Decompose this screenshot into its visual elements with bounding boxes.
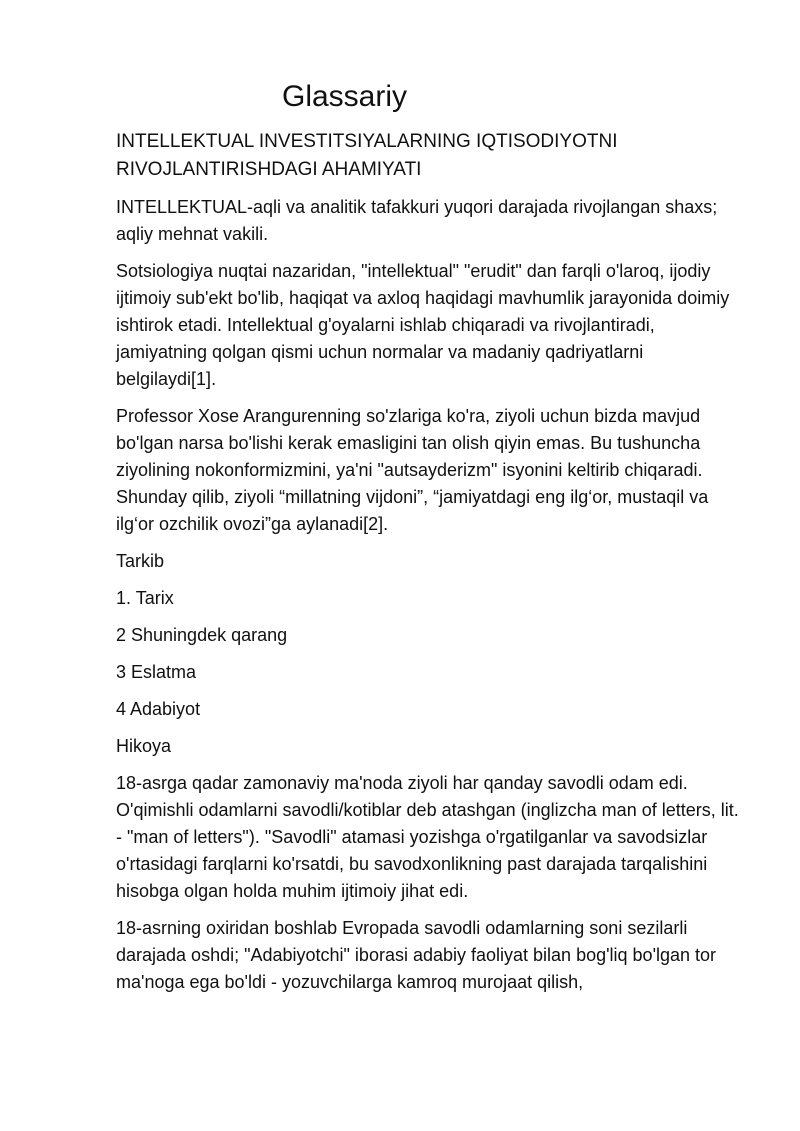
toc-item-literature: 4 Adabiyot <box>116 699 201 719</box>
toc-item-see-also: 2 Shuningdek qarang <box>116 625 288 645</box>
paragraph-sociology: Sotsiologiya nuqtai nazaridan, "intellektual" "erudit" dan farqli o'laroq, ijodiy ijtimoiy sub'ekt bo'lib, haqiqat va axloq haqidagi mavhumlik jarayonida doimiy ishtirok etadi. Intellektual g'oyalarni ishlab chiqaradi va rivojlantiradi, jamiyatning qolgan qismi uchun normalar va madaniy qadriyatlarni belgilaydi[1]. <box>116 261 730 389</box>
section-heading-line-1: INTELLEKTUAL INVESTITSIYALARNING IQTISODIYOTNI <box>116 131 618 152</box>
toc-heading: Tarkib <box>116 551 165 571</box>
toc-item-history: 1. Tarix <box>116 588 174 608</box>
paragraph-definition: INTELLEKTUAL-aqli va analitik tafakkuri yuqori darajada rivojlangan shaxs; aqliy mehnat vakili. <box>116 197 718 244</box>
section-title-history: Hikoya <box>116 736 172 756</box>
section-heading <box>116 128 746 184</box>
section-heading-line-2: RIVOJLANTIRISHDAGI AHAMIYATI <box>116 159 422 180</box>
paragraph-late-18th-century: 18-asrning oxiridan boshlab Evropada savodli odamlarning soni sezilarli darajada oshdi; "Adabiyotchi" iborasi adabiy faoliyat bilan bog'liq bo'lgan tor ma'noga ega bo'ldi - yozuvchilarga kamroq murojaat qilish, <box>116 918 717 992</box>
toc-item-notes: 3 Eslatma <box>116 662 197 682</box>
paragraph-18th-century: 18-asrga qadar zamonaviy ma'noda ziyoli har qanday savodli odam edi. O'qimishli odamlarni savodli/kotiblar deb atashgan (inglizcha man of letters, lit. - "man of letters"). "Savodli" atamasi yozishga o'rgatilganlar va savodsizlar o'rtasidagi farqlarni ko'rsatdi, bu savodxonlikning past darajada tarqalishini hisobga olgan holda muhim ijtimoiy jihat edi. <box>116 773 739 901</box>
paragraph-aranguren: Professor Xose Arangurenning so'zlariga ko'ra, ziyoli uchun bizda mavjud bo'lgan narsa bo'lishi kerak emasligini tan olish qiyin emas. Bu tushuncha ziyolining nokonformizmini, ya'ni "autsayderizm" isyonini keltirib chiqaradi. Shunday qilib, ziyoli “millatning vijdoni”, “jamiyatdagi eng ilg‘or, mustaqil va ilg‘or ozchilik ovozi”ga aylanadi[2]. <box>116 406 709 534</box>
page-title: Glassariy <box>282 80 408 113</box>
document-body <box>116 128 746 1006</box>
